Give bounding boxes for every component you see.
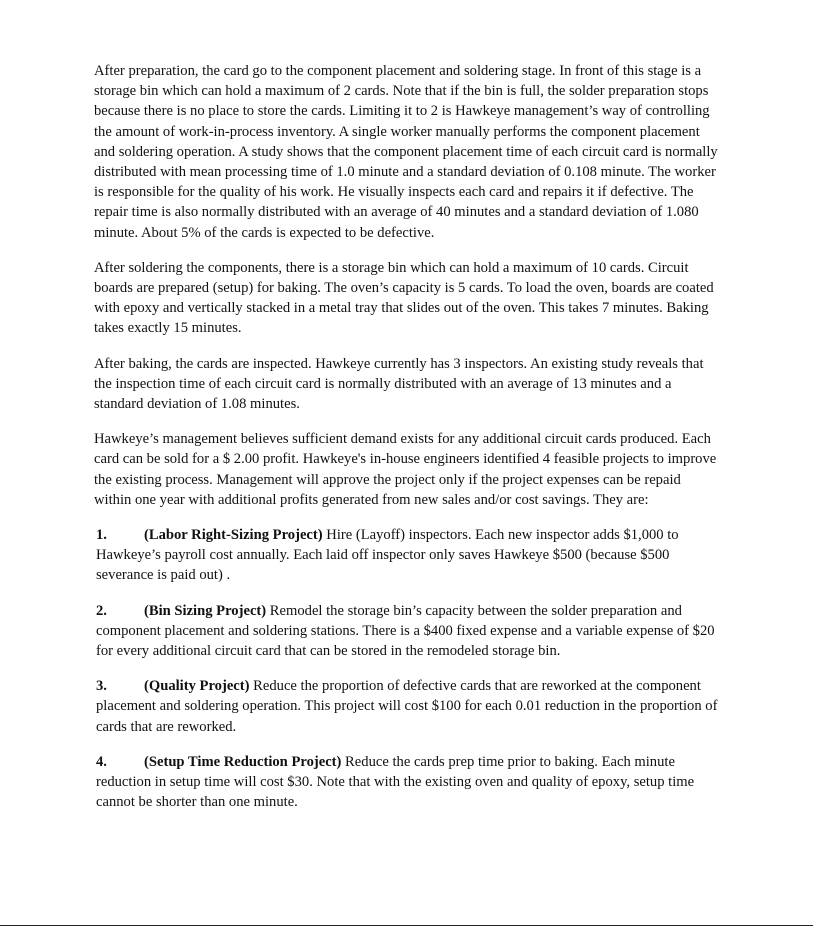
project-description: Reduce the proportion of defective cards that are reworked at the component placement and soldering operation. This project will cost $100 for each 0.01 reduction in the proportion of cards that are reworked. [96, 678, 718, 735]
project-description: Hire (Layoff) inspectors. Each new inspector adds $1,000 to Hawkeye’s payroll cost annually. Each laid off inspector only saves Hawkeye $500 (because $500 severance is paid out) . [96, 527, 679, 584]
project-title: (Bin Sizing Project) [144, 602, 267, 619]
project-title: (Quality Project) [144, 678, 250, 695]
project-item-quality [96, 676, 719, 737]
project-number: 1. [96, 527, 107, 544]
paragraph-component-placement: After preparation, the card go to the component placement and soldering stage. In front of this stage is a storage bin which can hold a maximum of 2 cards. Note that if the bin is full, the solder preparation stops because there is no place to store the cards. Limiting it to 2 is Hawkeye management’s way of controlling the amount of work-in-process inventory. A single worker manually performs the component placement and soldering operation. A study shows that the component placement time of each circuit card is normally distributed with mean processing time of 1.0 minute and a standard deviation of 0.108 minute. The worker is responsible for the quality of his work. He visually inspects each card and repairs it if defective. The repair time is also normally distributed with an average of 40 minutes and a standard deviation of 1.080 minute. About 5% of the cards is expected to be defective. [94, 63, 718, 241]
project-title: (Labor Right-Sizing Project) [144, 527, 323, 544]
project-number: 4. [96, 753, 107, 770]
paragraph-inspection: After baking, the cards are inspected. Hawkeye currently has 3 inspectors. An existing study reveals that the inspection time of each circuit card is normally distributed with an average of 13 minutes and a standard deviation of 1.08 minutes. [94, 355, 704, 413]
project-number: 2. [96, 602, 107, 619]
project-description: Reduce the cards prep time prior to baking. Each minute reduction in setup time will cost $30. Note that with the existing oven and quality of epoxy, setup time cannot be shorter than one minute. [96, 753, 695, 811]
project-number: 3. [96, 678, 107, 695]
project-item-labor [96, 525, 719, 586]
project-item-bin [96, 601, 719, 662]
project-item-setup [96, 752, 719, 813]
document-page [94, 61, 719, 828]
project-description: Remodel the storage bin’s capacity between the solder preparation and component placement and soldering stations. There is a $400 fixed expense and a variable expense of $20 for every additional circuit card that can be stored in the remodeled storage bin. [96, 602, 715, 660]
paragraph-soldering-storage: After soldering the components, there is a storage bin which can hold a maximum of 10 cards. Circuit boards are prepared (setup) for baking. The oven’s capacity is 5 cards. To load the oven, boards are coated with epoxy and vertically stacked in a metal tray that slides out of the oven. This takes 7 minutes. Baking takes exactly 15 minutes. [94, 259, 714, 337]
page-bottom-divider [0, 925, 813, 926]
project-title: (Setup Time Reduction Project) [144, 753, 342, 770]
paragraph-management: Hawkeye’s management believes sufficient demand exists for any additional circuit cards produced. Each card can be sold for a $ 2.00 profit. Hawkeye's in-house engineers identified 4 feasible projects to improve the existing process. Management will approve the project only if the project expenses can be repaid within one year with additional profits generated from new sales and/or cost savings. They are: [94, 431, 717, 508]
